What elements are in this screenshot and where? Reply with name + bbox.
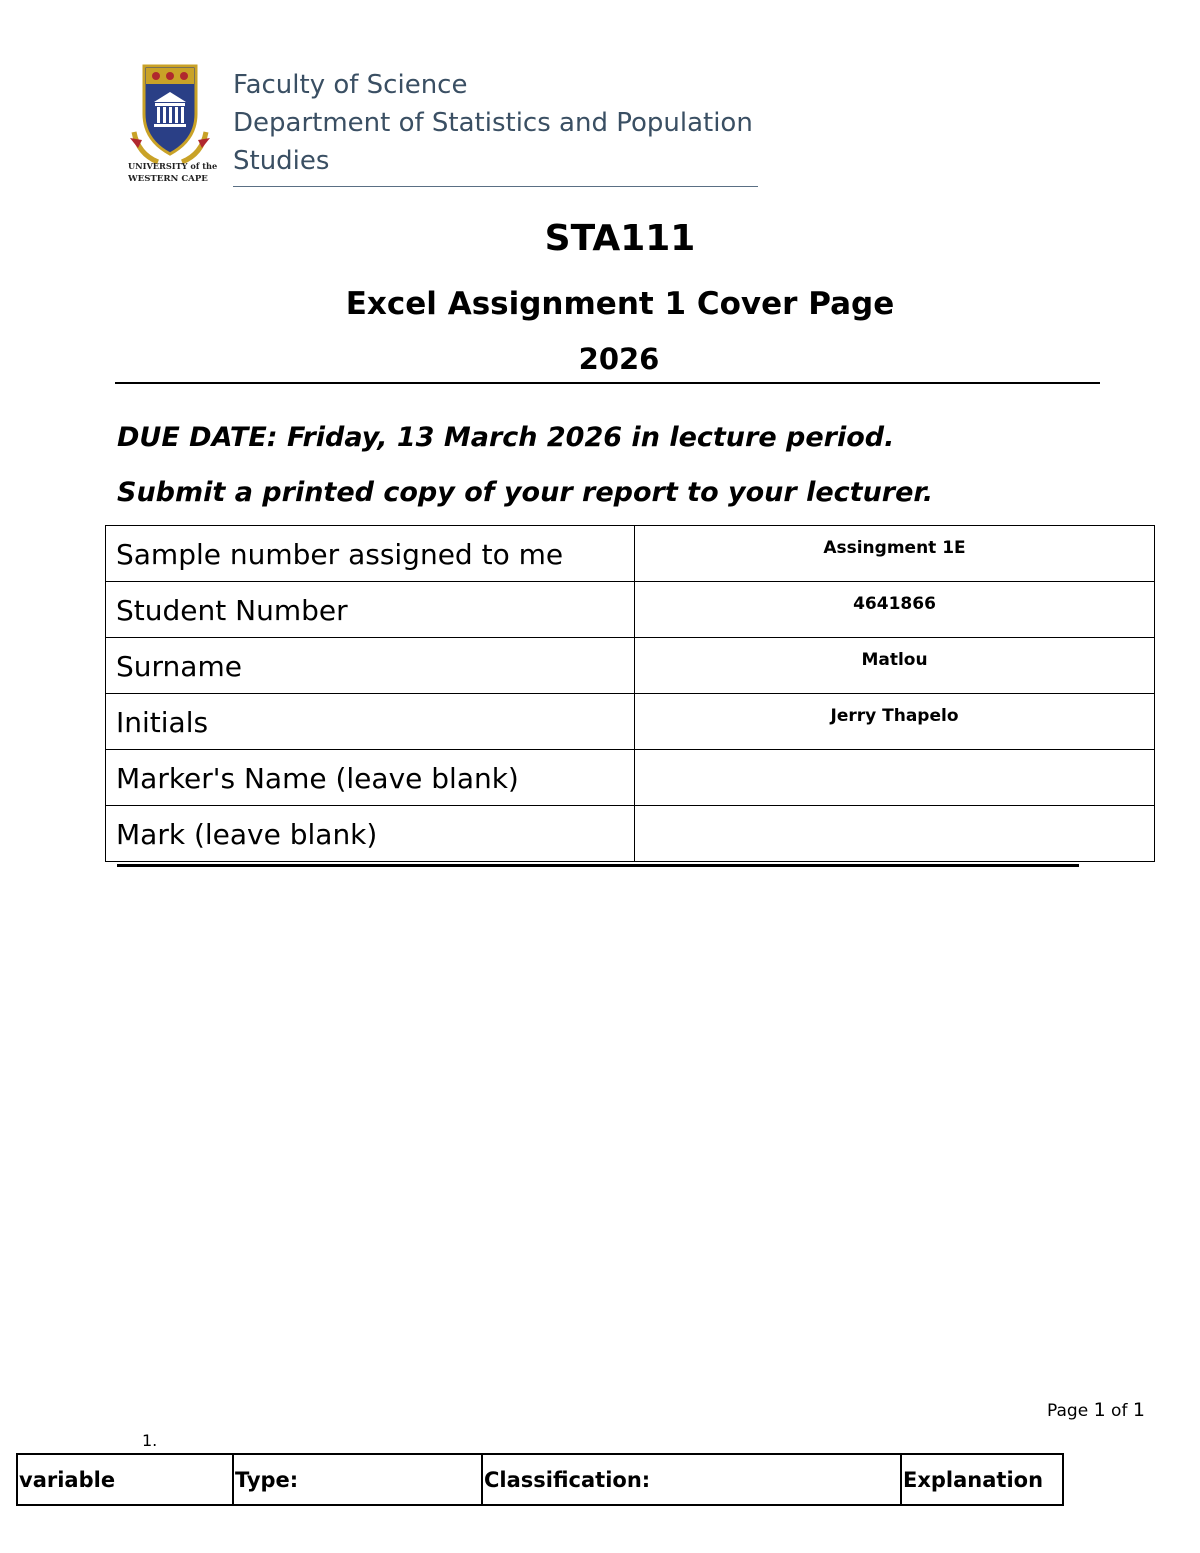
- mark-value[interactable]: [635, 806, 1155, 862]
- table-underline: [117, 864, 1079, 867]
- variable-table: [16, 1453, 1064, 1506]
- table-row: [106, 694, 1155, 750]
- course-code: STA111: [544, 218, 696, 259]
- variable-header: variable: [17, 1454, 233, 1505]
- header-divider: [233, 186, 758, 187]
- page-of: of: [1105, 1401, 1133, 1421]
- submission-instruction: Submit a printed copy of your report to your lecturer.: [117, 477, 934, 508]
- department-name: Department of Statistics and Population: [233, 108, 753, 138]
- sample-number-value[interactable]: Assingment 1E: [635, 526, 1155, 582]
- table-row: [106, 582, 1155, 638]
- document-title: Excel Assignment 1 Cover Page: [345, 286, 895, 322]
- svg-text:WESTERN CAPE: WESTERN CAPE: [128, 174, 208, 184]
- surname-value[interactable]: Matlou: [635, 638, 1155, 694]
- table-row: [106, 638, 1155, 694]
- department-name-continued: Studies: [233, 146, 330, 176]
- student-number-value[interactable]: 4641866: [635, 582, 1155, 638]
- page-number: [1047, 1399, 1145, 1421]
- marker-name-value[interactable]: [635, 750, 1155, 806]
- table-row: [106, 806, 1155, 862]
- table-row: [106, 750, 1155, 806]
- title-divider: [115, 382, 1100, 384]
- initials-label: Initials: [106, 694, 635, 750]
- table-header-row: [17, 1454, 1063, 1505]
- page-current: 1: [1093, 1399, 1106, 1421]
- initials-value[interactable]: Jerry Thapelo: [635, 694, 1155, 750]
- marker-name-label: Marker's Name (leave blank): [106, 750, 635, 806]
- university-crest-logo: [128, 62, 224, 186]
- explanation-header: Explanation: [901, 1454, 1063, 1505]
- sample-number-label: Sample number assigned to me: [106, 526, 635, 582]
- surname-label: Surname: [106, 638, 635, 694]
- student-info-table: [105, 525, 1155, 862]
- mark-label: Mark (leave blank): [106, 806, 635, 862]
- due-date-text: DUE DATE: Friday, 13 March 2026 in lecture period.: [117, 422, 895, 453]
- classification-header: Classification:: [482, 1454, 901, 1505]
- page-total: 1: [1132, 1399, 1145, 1421]
- document-year: 2026: [578, 342, 660, 376]
- type-header: Type:: [233, 1454, 482, 1505]
- table-row: [106, 526, 1155, 582]
- faculty-name: Faculty of Science: [233, 70, 468, 100]
- page-prefix: Page: [1047, 1401, 1094, 1421]
- svg-text:UNIVERSITY of the: UNIVERSITY of the: [128, 161, 218, 171]
- list-number: 1.: [142, 1431, 158, 1450]
- student-number-label: Student Number: [106, 582, 635, 638]
